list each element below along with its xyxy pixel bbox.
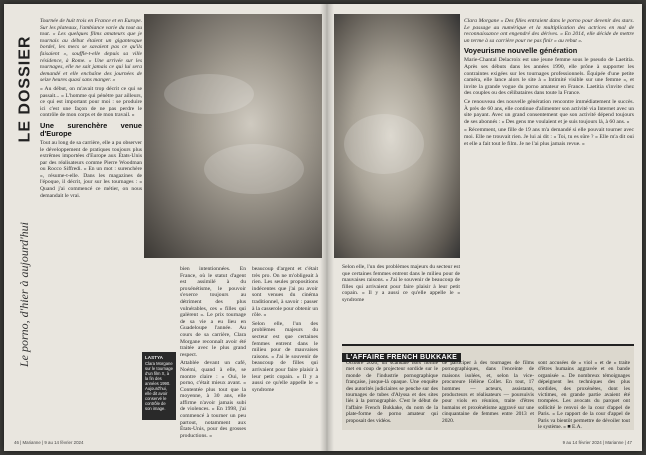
paragraph: beaucoup d'argent et c'était très pro. On ne m'obligeait à rien. Les seules propositions indécentes que j'ai pu avoir sont venues du cinéma traditionnel, à savoir : passer à la casserole pour obtenir un rôle. » — [252, 266, 318, 319]
left-column-3 — [252, 266, 318, 420]
left-column-1 — [40, 18, 142, 420]
article-photo-left — [144, 14, 322, 258]
sidebar-title: L'AFFAIRE FRENCH BUKKAKE — [342, 353, 461, 362]
right-column-1 — [464, 18, 634, 338]
paragraph: bien intentionnées. En France, où le statut d'agent est assimilé à du proxénétisme, le pouvoir s'exerce toujours au détriment des plus vulnérables, ces « filles qui galèrent ». Le prix tournage de sa vie a eu lieu en Guadeloupe l'année. Au cours de sa carrière, Clara Morgane reconnaît avoir été traitée avec le plus grand respect. — [180, 266, 246, 358]
subheading: Voyeurisme nouvelle génération — [464, 46, 578, 56]
intro-quote: Clara Morgane « Des filles entraient dans le porno pour devenir des stars. Le passage au numérique et la multiplication des actrices en mal de reconnaissance ont engendré des dérives. » En 2014, elle décide de mettre un terme à sa carrière pour ne pas finir « au rebut ». — [464, 18, 634, 44]
sidebar-box — [342, 344, 634, 430]
left-column-2 — [180, 266, 246, 439]
sidebar-column: de participer à des tournages de films pornographiques, dans l'enceinte de maisons isolées, et, selon la vice-procureure Hélène Collet. En tout, 17 hommes — acteurs, assistants, producteurs et réalisateurs — poursuivis pour viols en réunion, traite d'êtres humains et proxénétisme aggravé sur une cinquantaine de femmes entre 2013 et 2020. — [442, 360, 534, 424]
folio-right: 9 au 14 février 2024 | Marianne | 47 — [562, 440, 632, 445]
magazine-spread — [4, 4, 642, 451]
paragraph: « Au début, on m'avait trop décrit ce qui se passait... » L'homme qui pénètre par ailleurs, ce qui est important pour moi : se produire ici c'est une façon de ne pas perdre le contrôle de mon corps et de mon travail. » — [40, 85, 142, 119]
sidebar-column: Octobre 2020, un scandale hors norme met en coup de projecteur sordide sur le monde de l'industrie pornographique française, jusque-là opaque. Une enquête des autorités judiciaires se penche sur des tournages de tubes d'Alyssa et des sites liés à la pornographie. C'est le début de l'affaire French Bukkake, du nom de la plate-forme de porno amateur qui proposait des vidéos. — [346, 360, 438, 424]
paragraph: Tout au long de sa carrière, elle a pu observer le développement de pratiques toujours plus extrêmes importées d'Europe aux États-Unis par des réalisateurs comme Pierre Woodman ou Rocco Siffredi. « En un mot : surenchère », résume-t-elle. Dans les magazines de l'époque, il décrit, jour sur les tournages : « Quand j'ai commencé ce métier, on nous demandait le vrai. — [40, 139, 142, 199]
right-column-2 — [342, 264, 460, 340]
subheading: Une surenchère venue d'Europe — [40, 120, 142, 138]
article-photo-right — [334, 14, 460, 258]
paragraph: Marie-Chantal Delacroix est une jeune femme sous le pseudo de Laetitia. Après ses débuts dans les années 1990, elle prône à supporter les contraintes exigées sur les tournages professionnels. Équipée d'une petite caméra, elle lance alors le site à « Intimité visible sur une femme », et invite la grande vogue du porno amateur en France. Laetitia s'invite chez des couples ou des célibataires dans toute la France. — [464, 57, 634, 97]
sidebar-column: sont accusées de « viol » et de « traite d'êtres humains aggravée et en bande organisée ». De nombreux témoignages dépeignent les techniques des plus sordides, des proxénètes, dont les victimes, en grande partie avaient été trompées. Les avocats du parquet ont sollicité le renvoi de la cour d'appel de Paris. « Le rapport de la cour d'appel de Paris va bientôt permettre de dévoiler tout le système. » ■ E.A. — [538, 360, 630, 431]
intro-paragraph: Tournée de huit trois en France et en Europe. Sur les plateaux, l'ambiance varie du tout au tout. « Les quelques films amateurs que je tournais au début étaient un gigantesque bordel, les mecs se savaient pas ce qu'ils faisaient », souffle-t-elle depuis sa ville résidence, à Rome. « Une arrivée sur les tournages, elle ne sait jamais ce qui lui sera demandé et elle enchaîne des journées de seize heures quasi sans manger. » — [40, 18, 142, 84]
article-title: Le porno, d'hier à aujourd'hui — [17, 221, 32, 367]
paragraph: Selon elle, l'un des problèmes majeurs du secteur est que certaines femmes entrent dans le milieu pour de mauvaises raisons. « J'ai le souvenir de beaucoup de filles qui arrivaient pour faire plaisir à leur petit copain. » Il y a aussi ce qu'elle appelle le « syndrome — [342, 264, 460, 303]
paragraph: Ce renouveau des nouvelle génération rencontre immédiatement le succès. À près de 60 ans, elle continue d'alimenter son activité via Internet avec un site payant. Avec un grand consentement que son activité dépend toujours de ses abonnés : « Des gens me voulaient et je suis toujours là, à 60 ans. » — [464, 98, 634, 125]
section-label: LE DOSSIER — [16, 35, 33, 143]
photo-caption: LASTYA Clara Morgane sur le tournage d'un film X, à la fin des années 1990. Aujourd'hui, elle dit avoir conservé le contrôle de son image. — [142, 352, 176, 420]
paragraph: « Récemment, une fille de 19 ans m'a demandé si elle pouvait tourner avec moi. Elle ne trouvait rien. Je lui ai dit : « Toi, tu es sûre ? » Elle m'a dit oui et elle a fait tout le film. Je ne l'ai plus jamais revue. » — [464, 127, 634, 147]
page-gutter — [320, 4, 334, 451]
paragraph: Attablée devant un café, Noémi, quand à elle, se montre claire : « Oui, le porno, c'était mieux avant. » Contentée plus tout que la moyenne, à 30 ans, elle affirme n'avoir jamais subi de violences. « En 1998, j'ai commencé à tourner un peu partout, notamment aux États-Unis, pour des grosses productions. » — [180, 360, 246, 439]
folio-left: 46 | Marianne | 9 au 14 février 2024 — [14, 440, 84, 445]
paragraph: Selon elle, l'un des problèmes majeurs du secteur est que certaines femmes entrent dans le milieu pour de mauvaises raisons. « J'ai le souvenir de beaucoup de filles qui arrivaient pour faire plaisir à leur petit copain. » Il y a aussi ce qu'elle appelle le « syndrome — [252, 320, 318, 393]
